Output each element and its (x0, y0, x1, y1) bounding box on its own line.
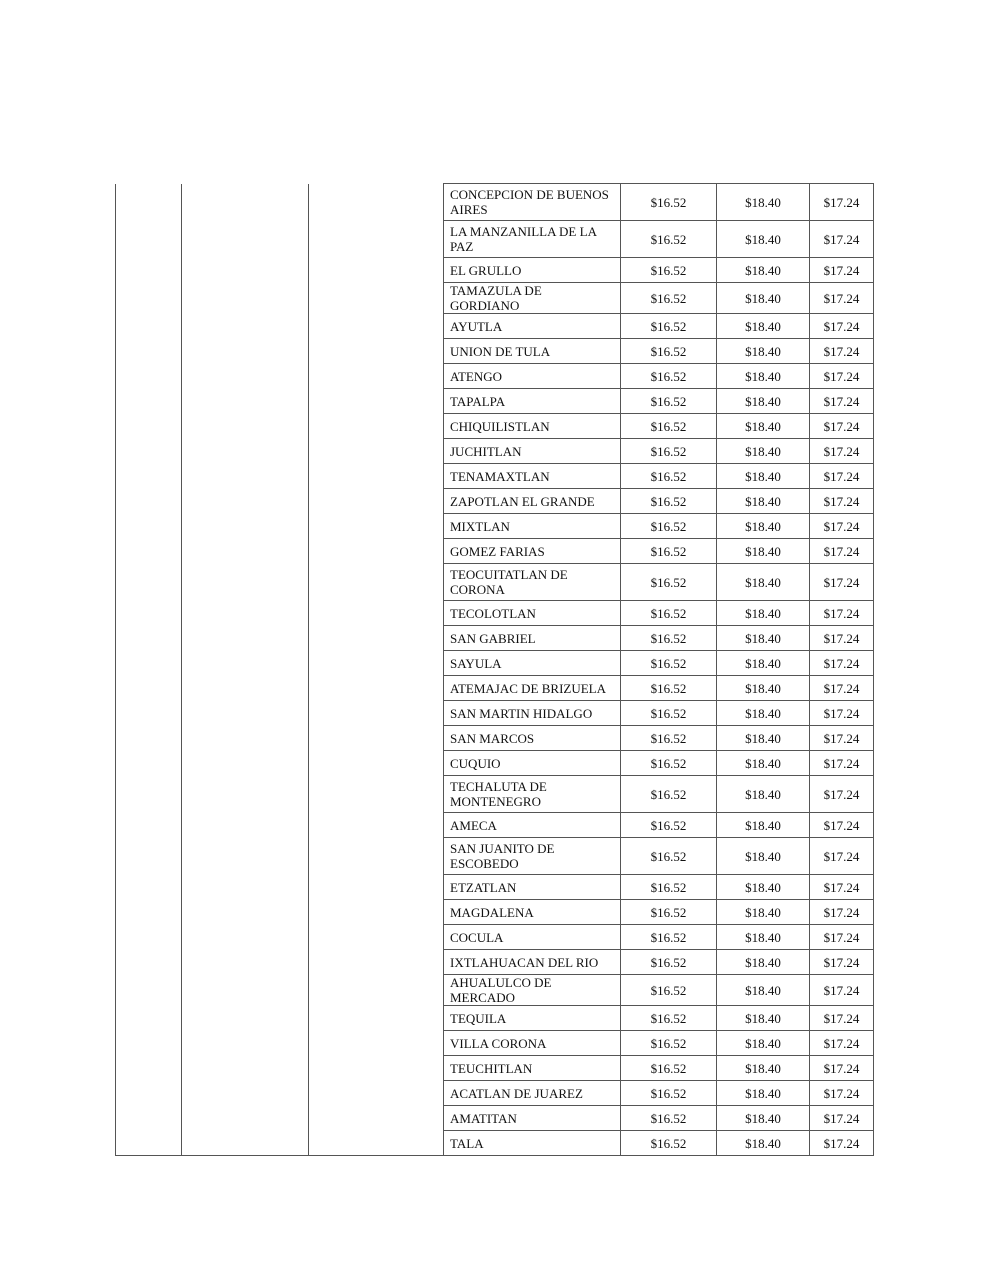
price-cell-1: $16.52 (621, 414, 717, 439)
price-cell-2: $18.40 (717, 813, 810, 838)
price-cell-2: $18.40 (717, 875, 810, 900)
price-cell-1: $16.52 (621, 701, 717, 726)
price-cell-1: $16.52 (621, 1031, 717, 1056)
price-cell-3: $17.24 (810, 314, 874, 339)
price-cell-3: $17.24 (810, 1131, 874, 1156)
municipio-cell: TECOLOTLAN (444, 601, 621, 626)
municipio-cell: TEQUILA (444, 1006, 621, 1031)
price-cell-3: $17.24 (810, 389, 874, 414)
price-cell-1: $16.52 (621, 651, 717, 676)
municipio-cell: ZAPOTLAN EL GRANDE (444, 489, 621, 514)
municipio-cell: GOMEZ FARIAS (444, 539, 621, 564)
municipio-cell: MIXTLAN (444, 514, 621, 539)
municipio-cell: CONCEPCION DE BUENOS AIRES (444, 184, 621, 221)
price-cell-2: $18.40 (717, 489, 810, 514)
price-cell-3: $17.24 (810, 975, 874, 1006)
price-cell-1: $16.52 (621, 389, 717, 414)
price-cell-1: $16.52 (621, 564, 717, 601)
price-cell-2: $18.40 (717, 1006, 810, 1031)
municipio-cell: TALA (444, 1131, 621, 1156)
price-cell-1: $16.52 (621, 1106, 717, 1131)
price-cell-2: $18.40 (717, 258, 810, 283)
municipio-cell: SAN GABRIEL (444, 626, 621, 651)
municipio-cell: TECHALUTA DE MONTENEGRO (444, 776, 621, 813)
price-cell-2: $18.40 (717, 1031, 810, 1056)
price-cell-3: $17.24 (810, 414, 874, 439)
municipio-cell: VILLA CORONA (444, 1031, 621, 1056)
blank-col-2 (182, 184, 309, 1156)
price-cell-3: $17.24 (810, 221, 874, 258)
price-cell-1: $16.52 (621, 726, 717, 751)
price-cell-1: $16.52 (621, 1131, 717, 1156)
price-cell-1: $16.52 (621, 184, 717, 221)
municipio-cell: ETZATLAN (444, 875, 621, 900)
price-cell-2: $18.40 (717, 751, 810, 776)
municipio-cell: SAN MARCOS (444, 726, 621, 751)
price-cell-1: $16.52 (621, 676, 717, 701)
municipio-cell: IXTLAHUACAN DEL RIO (444, 950, 621, 975)
municipio-cell: MAGDALENA (444, 900, 621, 925)
blank-col-3 (309, 184, 444, 1156)
price-cell-2: $18.40 (717, 676, 810, 701)
municipio-cell: TAMAZULA DE GORDIANO (444, 283, 621, 314)
municipio-cell: CUQUIO (444, 751, 621, 776)
price-cell-2: $18.40 (717, 925, 810, 950)
price-cell-1: $16.52 (621, 813, 717, 838)
price-cell-3: $17.24 (810, 925, 874, 950)
price-cell-2: $18.40 (717, 1056, 810, 1081)
price-cell-3: $17.24 (810, 439, 874, 464)
price-cell-3: $17.24 (810, 339, 874, 364)
municipio-cell: AHUALULCO DE MERCADO (444, 975, 621, 1006)
price-cell-2: $18.40 (717, 514, 810, 539)
price-cell-3: $17.24 (810, 676, 874, 701)
price-cell-1: $16.52 (621, 838, 717, 875)
price-cell-2: $18.40 (717, 601, 810, 626)
price-cell-3: $17.24 (810, 539, 874, 564)
price-cell-3: $17.24 (810, 258, 874, 283)
municipio-cell: ATEMAJAC DE BRIZUELA (444, 676, 621, 701)
price-cell-2: $18.40 (717, 1081, 810, 1106)
price-cell-1: $16.52 (621, 950, 717, 975)
price-cell-2: $18.40 (717, 975, 810, 1006)
municipio-cell: TAPALPA (444, 389, 621, 414)
municipio-cell: EL GRULLO (444, 258, 621, 283)
price-cell-3: $17.24 (810, 776, 874, 813)
table-body (116, 184, 874, 1156)
price-cell-1: $16.52 (621, 975, 717, 1006)
price-cell-1: $16.52 (621, 875, 717, 900)
price-cell-2: $18.40 (717, 1106, 810, 1131)
price-cell-3: $17.24 (810, 838, 874, 875)
price-cell-1: $16.52 (621, 489, 717, 514)
price-cell-2: $18.40 (717, 184, 810, 221)
price-cell-1: $16.52 (621, 626, 717, 651)
price-cell-2: $18.40 (717, 950, 810, 975)
municipio-cell: UNION DE TULA (444, 339, 621, 364)
price-cell-2: $18.40 (717, 364, 810, 389)
price-cell-3: $17.24 (810, 701, 874, 726)
price-cell-3: $17.24 (810, 364, 874, 389)
price-cell-1: $16.52 (621, 776, 717, 813)
municipio-cell: AYUTLA (444, 314, 621, 339)
price-cell-2: $18.40 (717, 1131, 810, 1156)
price-cell-3: $17.24 (810, 601, 874, 626)
price-cell-2: $18.40 (717, 283, 810, 314)
price-cell-1: $16.52 (621, 900, 717, 925)
price-cell-1: $16.52 (621, 1056, 717, 1081)
municipio-cell: SAN MARTIN HIDALGO (444, 701, 621, 726)
price-cell-1: $16.52 (621, 258, 717, 283)
price-cell-1: $16.52 (621, 283, 717, 314)
price-cell-3: $17.24 (810, 184, 874, 221)
price-cell-1: $16.52 (621, 439, 717, 464)
blank-col-1 (116, 184, 182, 1156)
price-cell-3: $17.24 (810, 1031, 874, 1056)
municipio-cell: AMATITAN (444, 1106, 621, 1131)
municipio-cell: AMECA (444, 813, 621, 838)
price-cell-1: $16.52 (621, 1006, 717, 1031)
price-cell-1: $16.52 (621, 539, 717, 564)
price-cell-3: $17.24 (810, 950, 874, 975)
price-cell-3: $17.24 (810, 751, 874, 776)
price-cell-2: $18.40 (717, 439, 810, 464)
price-cell-2: $18.40 (717, 776, 810, 813)
price-cell-2: $18.40 (717, 221, 810, 258)
table-row (116, 184, 874, 221)
municipio-cell: TENAMAXTLAN (444, 464, 621, 489)
price-cell-2: $18.40 (717, 414, 810, 439)
price-cell-2: $18.40 (717, 651, 810, 676)
price-cell-1: $16.52 (621, 925, 717, 950)
price-cell-2: $18.40 (717, 838, 810, 875)
price-cell-3: $17.24 (810, 464, 874, 489)
price-cell-1: $16.52 (621, 1081, 717, 1106)
municipio-cell: ACATLAN DE JUAREZ (444, 1081, 621, 1106)
municipio-cell: JUCHITLAN (444, 439, 621, 464)
price-cell-1: $16.52 (621, 339, 717, 364)
price-cell-2: $18.40 (717, 900, 810, 925)
price-cell-2: $18.40 (717, 539, 810, 564)
price-cell-1: $16.52 (621, 751, 717, 776)
price-cell-1: $16.52 (621, 601, 717, 626)
price-cell-3: $17.24 (810, 875, 874, 900)
price-cell-2: $18.40 (717, 389, 810, 414)
price-cell-3: $17.24 (810, 1056, 874, 1081)
municipio-cell: ATENGO (444, 364, 621, 389)
price-cell-2: $18.40 (717, 314, 810, 339)
price-cell-1: $16.52 (621, 314, 717, 339)
price-cell-2: $18.40 (717, 626, 810, 651)
price-cell-3: $17.24 (810, 283, 874, 314)
price-cell-3: $17.24 (810, 1006, 874, 1031)
municipio-cell: TEOCUITATLAN DE CORONA (444, 564, 621, 601)
price-cell-3: $17.24 (810, 726, 874, 751)
price-cell-3: $17.24 (810, 514, 874, 539)
price-cell-2: $18.40 (717, 726, 810, 751)
price-table (115, 183, 874, 1156)
price-cell-3: $17.24 (810, 1081, 874, 1106)
price-cell-3: $17.24 (810, 626, 874, 651)
price-cell-3: $17.24 (810, 651, 874, 676)
price-cell-2: $18.40 (717, 464, 810, 489)
price-cell-3: $17.24 (810, 900, 874, 925)
municipio-cell: LA MANZANILLA DE LA PAZ (444, 221, 621, 258)
price-cell-1: $16.52 (621, 464, 717, 489)
price-cell-3: $17.24 (810, 1106, 874, 1131)
price-cell-1: $16.52 (621, 514, 717, 539)
municipio-cell: SAYULA (444, 651, 621, 676)
price-cell-2: $18.40 (717, 564, 810, 601)
price-cell-2: $18.40 (717, 339, 810, 364)
municipio-cell: TEUCHITLAN (444, 1056, 621, 1081)
price-cell-3: $17.24 (810, 813, 874, 838)
municipio-cell: COCULA (444, 925, 621, 950)
municipio-cell: CHIQUILISTLAN (444, 414, 621, 439)
price-cell-2: $18.40 (717, 701, 810, 726)
price-cell-3: $17.24 (810, 489, 874, 514)
price-cell-3: $17.24 (810, 564, 874, 601)
price-cell-1: $16.52 (621, 221, 717, 258)
municipio-cell: SAN JUANITO DE ESCOBEDO (444, 838, 621, 875)
price-cell-1: $16.52 (621, 364, 717, 389)
